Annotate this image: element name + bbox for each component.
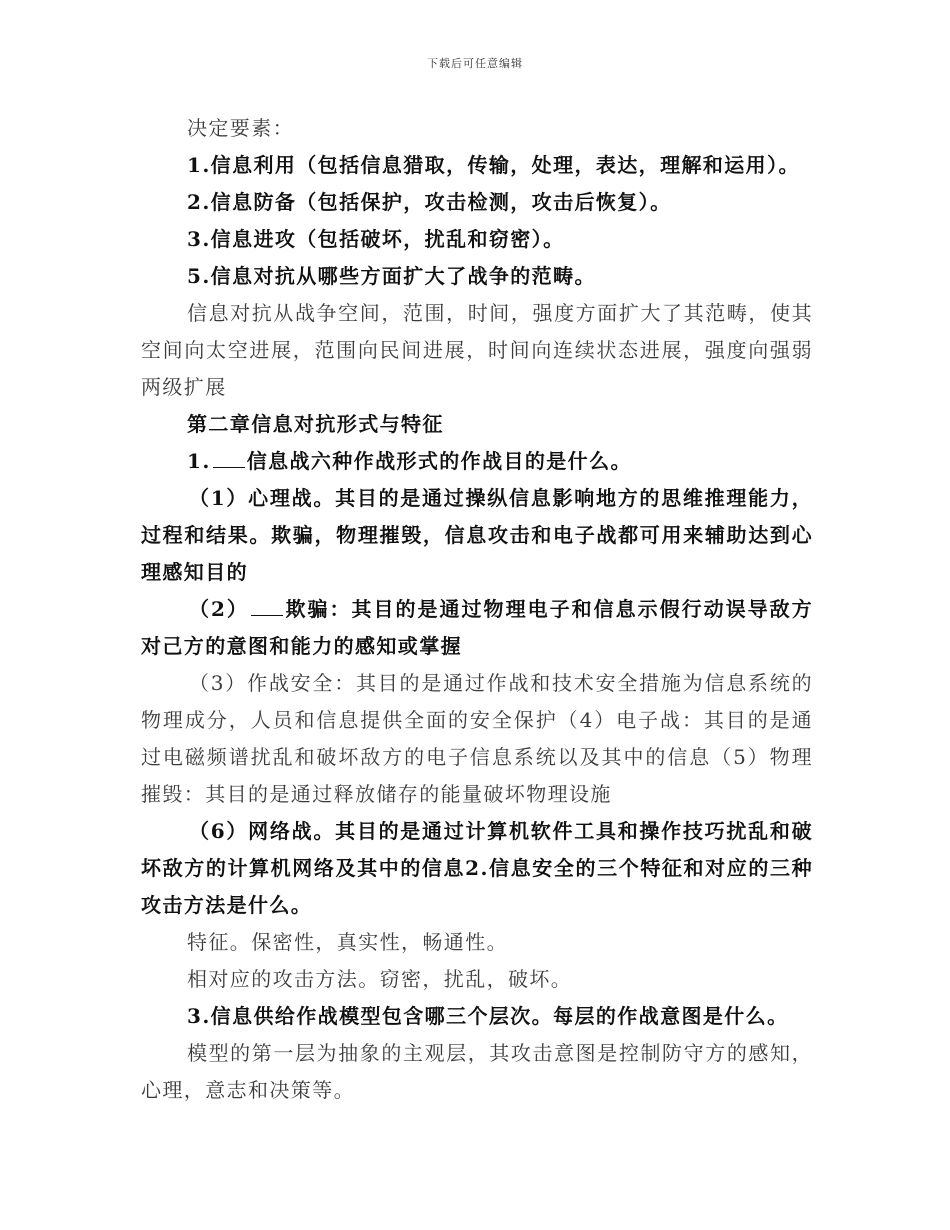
answer-scope-expansion: 信息对抗从战争空间，范围，时间，强度方面扩大了其范畴，使其空间向太空进展，范围向民间进展，时间向连续状态进展，强度向强弱两级扩展 [141, 301, 813, 399]
paragraph-info-use: 1.信息利用（包括信息猎取，传输，处理，表达，理解和运用）。 [187, 153, 800, 177]
paragraph-info-defense: 2.信息防备（包括保护，攻击检测，攻击后恢复）。 [187, 190, 672, 214]
fill-blank [213, 449, 245, 468]
answer-ops-security-ew-destruction: （3）作战安全：其目的是通过作战和技术安全措施为信息系统的物理成分，人员和信息提供全面的安全保护（4）电子战：其目的是通过电磁频谱扰乱和破坏敌方的电子信息系统以及其中的信息（5）物理摧毁：其目的是通过释放储存的能量破坏物理设施 [141, 671, 813, 806]
item-number: （2） [189, 597, 249, 621]
question-operation-model: 3.信息供给作战模型包含哪三个层次。每层的作战意图是什么。 [187, 1004, 789, 1028]
question-text: 信息战六种作战形式的作战目的是什么。 [246, 449, 632, 473]
question-six-forms [141, 443, 813, 480]
chapter-heading: 第二章信息对抗形式与特征 [187, 412, 444, 436]
paragraph-decision-factors: 决定要素： [187, 116, 294, 140]
answer-attack-methods: 相对应的攻击方法。窃密，扰乱，破坏。 [187, 967, 573, 991]
item-text: 欺骗：其目的是通过物理电子和信息示假行动误导敌方对己方的意图和能力的感知或掌握 [141, 597, 813, 658]
answer-network-war-question-security: （6）网络战。其目的是通过计算机软件工具和操作技巧扰乱和破坏敌方的计算机网络及其中的信息2.信息安全的三个特征和对应的三种攻击方法是什么。 [141, 819, 813, 917]
question-number: 1. [187, 449, 211, 473]
answer-deception [141, 591, 813, 665]
answer-operation-model: 模型的第一层为抽象的主观层，其攻击意图是控制防守方的感知，心理，意志和决策等。 [141, 1041, 813, 1102]
fill-blank [251, 597, 283, 616]
document-body [141, 110, 813, 1109]
question-scope-expansion: 5.信息对抗从哪些方面扩大了战争的范畴。 [187, 264, 596, 288]
answer-security-features: 特征。保密性，真实性，畅通性。 [187, 930, 508, 954]
answer-psychological-war: （1）心理战。其目的是通过操纵信息影响地方的思维推理能力，过程和结果。欺骗，物理摧毁，信息攻击和电子战都可用来辅助达到心理感知目的 [141, 486, 813, 584]
paragraph-info-attack: 3.信息进攻（包括破坏，扰乱和窃密）。 [187, 227, 565, 251]
page-header: 下载后可任意编辑 [427, 57, 523, 70]
